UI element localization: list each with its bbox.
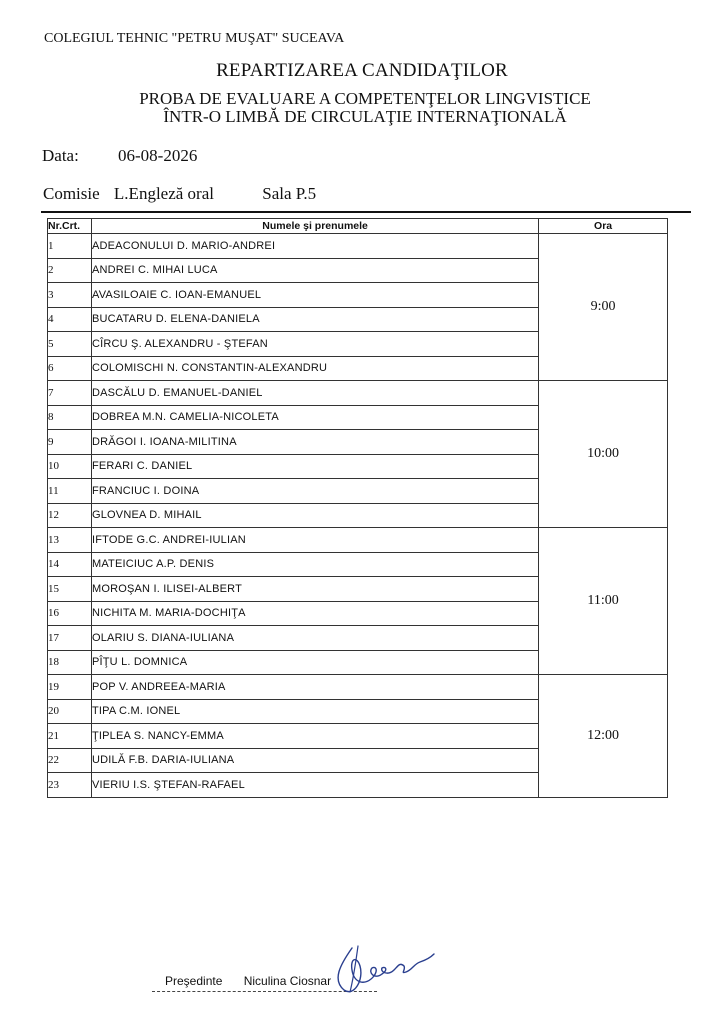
row-number: 16 — [48, 601, 92, 626]
candidate-name: COLOMISCHI N. CONSTANTIN-ALEXANDRU — [91, 356, 538, 381]
candidate-name: CÎRCU Ş. ALEXANDRU - ŞTEFAN — [91, 332, 538, 357]
candidates-table — [47, 218, 668, 798]
candidate-name: FRANCIUC I. DOINA — [91, 479, 538, 504]
time-slot: 10:00 — [539, 381, 668, 528]
candidate-name: OLARIU S. DIANA-IULIANA — [91, 626, 538, 651]
handwritten-signature — [330, 940, 440, 1000]
candidate-name: ŢIPLEA S. NANCY-EMMA — [91, 724, 538, 749]
row-number: 14 — [48, 552, 92, 577]
row-number: 10 — [48, 454, 92, 479]
signature-block — [165, 974, 331, 988]
column-header-name: Numele şi prenumele — [91, 219, 538, 234]
row-number: 23 — [48, 773, 92, 798]
commission-row — [43, 184, 316, 204]
row-number: 19 — [48, 675, 92, 700]
row-number: 9 — [48, 430, 92, 455]
row-number: 15 — [48, 577, 92, 602]
candidate-name: VIERIU I.S. ŞTEFAN-RAFAEL — [91, 773, 538, 798]
school-name: COLEGIUL TEHNIC "PETRU MUŞAT" SUCEAVA — [44, 31, 345, 46]
table-row — [48, 675, 668, 700]
row-number: 5 — [48, 332, 92, 357]
candidate-name: DRĂGOI I. IOANA-MILITINA — [91, 430, 538, 455]
signature-role: Preşedinte — [165, 974, 223, 988]
row-number: 2 — [48, 258, 92, 283]
document-subtitle-line2: ÎNTR-O LIMBĂ DE CIRCULAŢIE INTERNAŢIONALĂ — [163, 107, 567, 126]
time-slot: 11:00 — [539, 528, 668, 675]
table-body — [48, 234, 668, 798]
date-label: Data: — [42, 146, 79, 165]
row-number: 12 — [48, 503, 92, 528]
candidate-name: FERARI C. DANIEL — [91, 454, 538, 479]
commission-label: Comisie — [43, 184, 100, 203]
time-slot: 9:00 — [539, 234, 668, 381]
date-value: 06-08-2026 — [118, 146, 198, 165]
candidate-name: MOROŞAN I. ILISEI-ALBERT — [91, 577, 538, 602]
candidate-name: GLOVNEA D. MIHAIL — [91, 503, 538, 528]
table-header-row — [48, 219, 668, 234]
candidate-name: POP V. ANDREEA-MARIA — [91, 675, 538, 700]
row-number: 22 — [48, 748, 92, 773]
table-row — [48, 381, 668, 406]
row-number: 8 — [48, 405, 92, 430]
row-number: 18 — [48, 650, 92, 675]
column-header-nr: Nr.Crt. — [48, 219, 92, 234]
time-slot: 12:00 — [539, 675, 668, 798]
room-value: Sala P.5 — [262, 184, 317, 203]
candidate-name: TIPA C.M. IONEL — [91, 699, 538, 724]
row-number: 3 — [48, 283, 92, 308]
row-number: 17 — [48, 626, 92, 651]
candidate-name: PÎŢU L. DOMNICA — [91, 650, 538, 675]
candidate-name: MATEICIUC A.P. DENIS — [91, 552, 538, 577]
candidate-name: ADEACONULUI D. MARIO-ANDREI — [91, 234, 538, 259]
row-number: 6 — [48, 356, 92, 381]
header-divider — [41, 211, 691, 213]
table-row — [48, 234, 668, 259]
row-number: 7 — [48, 381, 92, 406]
row-number: 1 — [48, 234, 92, 259]
candidate-name: BUCATARU D. ELENA-DANIELA — [91, 307, 538, 332]
row-number: 20 — [48, 699, 92, 724]
candidate-name: ANDREI C. MIHAI LUCA — [91, 258, 538, 283]
row-number: 11 — [48, 479, 92, 504]
row-number: 13 — [48, 528, 92, 553]
candidate-name: NICHITA M. MARIA-DOCHIŢA — [91, 601, 538, 626]
candidate-name: IFTODE G.C. ANDREI-IULIAN — [91, 528, 538, 553]
signature-name: Niculina Ciosnar — [243, 974, 332, 988]
row-number: 21 — [48, 724, 92, 749]
document-subtitle-line1: PROBA DE EVALUARE A COMPETENŢELOR LINGVISTICE — [139, 89, 591, 108]
commission-value: L.Engleză oral — [113, 184, 214, 203]
candidate-name: DOBREA M.N. CAMELIA-NICOLETA — [91, 405, 538, 430]
row-number: 4 — [48, 307, 92, 332]
column-header-time: Ora — [539, 219, 668, 234]
table-row — [48, 528, 668, 553]
candidate-name: UDILĂ F.B. DARIA-IULIANA — [91, 748, 538, 773]
candidate-name: DASCĂLU D. EMANUEL-DANIEL — [91, 381, 538, 406]
candidate-name: AVASILOAIE C. IOAN-EMANUEL — [91, 283, 538, 308]
document-title: REPARTIZAREA CANDIDAŢILOR — [216, 60, 508, 81]
